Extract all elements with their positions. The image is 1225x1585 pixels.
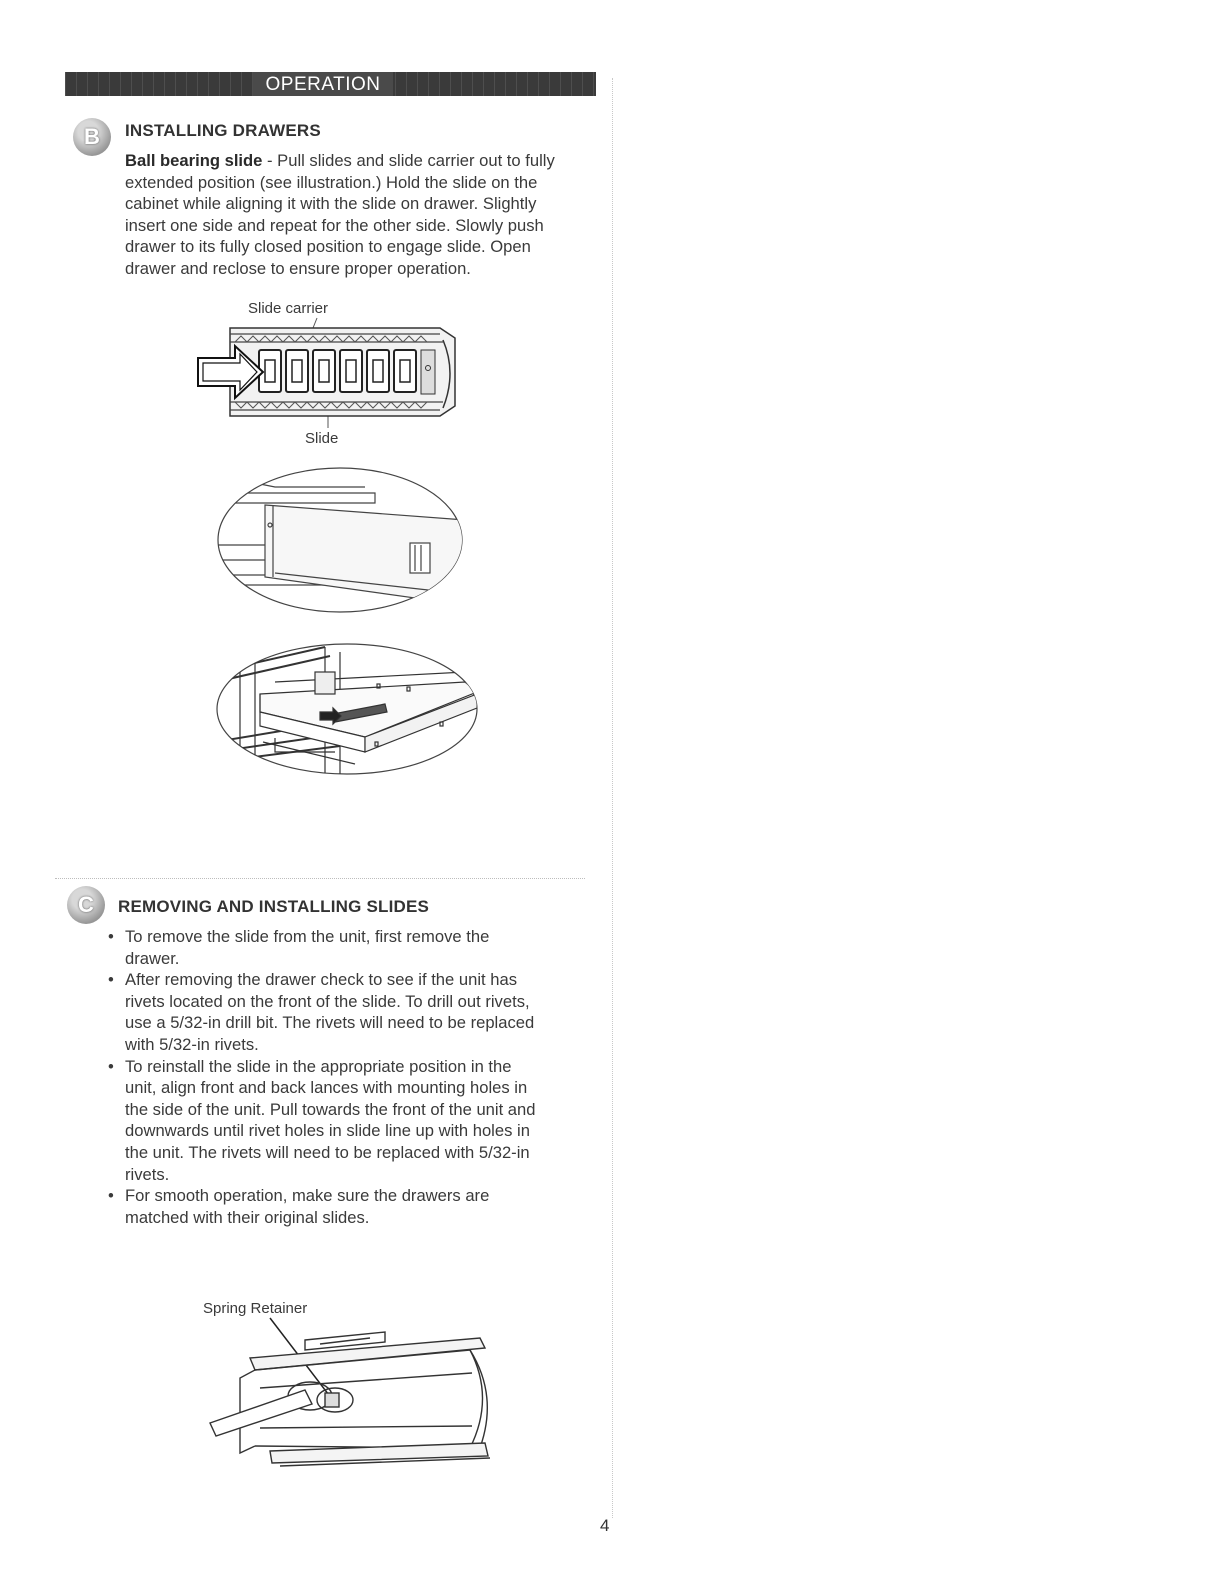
bullet-line: To remove the slide from the unit, first remove the [125, 927, 490, 946]
section-b-title: INSTALLING DRAWERS [125, 121, 321, 140]
section-b-badge: B [73, 118, 111, 156]
bullet-line: To reinstall the slide in the appropriate position in the [125, 1056, 512, 1076]
bullet-line: rivets. [125, 1164, 170, 1184]
bullet-line: the side of the unit. Pull towards the front of the unit and [125, 1099, 536, 1119]
spring-retainer-illustration [210, 1318, 500, 1473]
ball-bearing-slide-term: Ball bearing slide [125, 151, 263, 170]
section-b-body [125, 150, 605, 280]
bullet-item: • To reinstall the slide in the appropriate position in the unit, align front and back lances with mounting holes in the side of the unit. Pull towards the front of the unit and downwards until rivet holes in slide line up with holes in the unit. The rivets will need to be replaced with 5/32-in rivets. [125, 1056, 595, 1186]
section-divider [55, 878, 585, 879]
body-line: drawer to its fully closed position to engage slide. Open [125, 237, 531, 257]
body-line: cabinet while aligning it with the slide on drawer. Slightly [125, 194, 537, 214]
bullet-line: with 5/32-in rivets. [125, 1034, 259, 1054]
bullet-item: • To remove the slide from the unit, first remove the drawer. [125, 926, 595, 969]
bullet-line: use a 5/32-in drill bit. The rivets will need to be replaced [125, 1013, 535, 1033]
bullet-line: matched with their original slides. [125, 1207, 370, 1227]
bullet-line: the unit. The rivets will need to be replaced with 5/32-in [125, 1142, 530, 1162]
bullet-line: drawer. [125, 948, 180, 968]
section-header-title: OPERATION [253, 72, 393, 96]
body-line: insert one side and repeat for the other side. Slowly push [125, 215, 544, 235]
bullet-line: downwards until rivet holes in slide line up with holes in [125, 1121, 530, 1141]
section-c-title: REMOVING AND INSTALLING SLIDES [118, 897, 430, 916]
slide-label: Slide [305, 430, 339, 447]
bullet-item: • After removing the drawer check to see if the unit has rivets located on the front of the slide. To drill out rivets, use a 5/32-in drill bit. The rivets will need to be replaced with 5/32-in rivets. [125, 969, 595, 1055]
section-c-badge: C [67, 886, 105, 924]
column-divider [612, 78, 613, 1518]
bullet-line: After removing the drawer check to see if the unit has [125, 970, 517, 990]
section-c-bullets [108, 926, 595, 1228]
slide-closeup-illustration [215, 465, 465, 615]
body-line: - Pull slides and slide carrier out to fully [262, 151, 555, 170]
bullet-item: • For smooth operation, make sure the drawers are matched with their original slides. [125, 1185, 595, 1228]
body-line: drawer and reclose to ensure proper operation. [125, 258, 471, 278]
bullet-line: rivets located on the front of the slide. To drill out rivets, [125, 991, 530, 1011]
page-number: 4 [600, 1516, 610, 1535]
drawer-install-illustration [215, 642, 480, 777]
slide-carrier-label: Slide carrier [248, 300, 329, 317]
spring-retainer-label: Spring Retainer [203, 1300, 308, 1317]
bullet-line: unit, align front and back lances with mounting holes in [125, 1078, 528, 1098]
slide-carrier-illustration [195, 318, 465, 433]
body-line: extended position (see illustration.) Hold the slide on the [125, 172, 538, 192]
bullet-line: For smooth operation, make sure the drawers are [125, 1186, 490, 1206]
